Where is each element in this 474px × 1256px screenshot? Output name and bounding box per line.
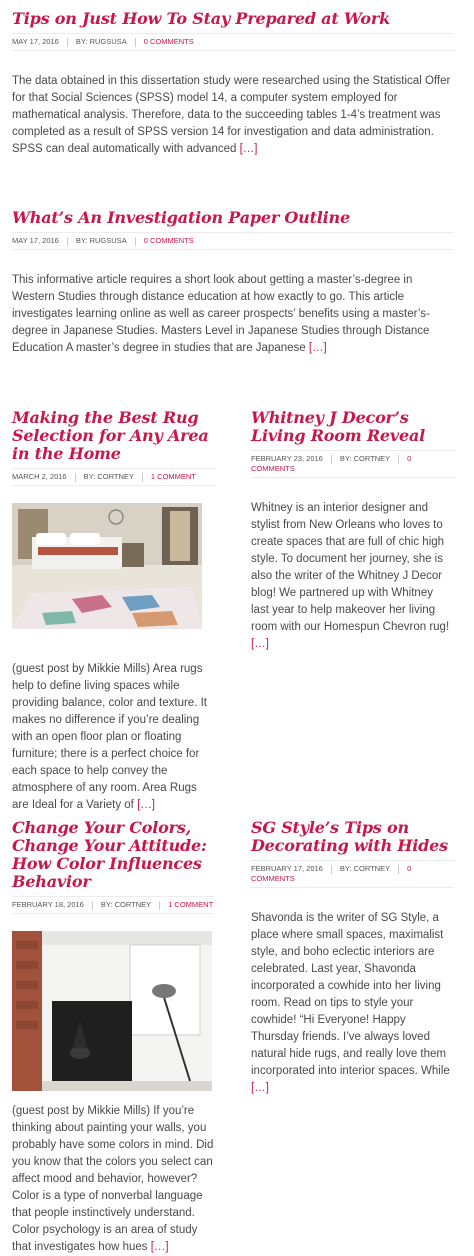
post-comments-link[interactable]: 0 COMMENTS — [251, 864, 412, 883]
post-excerpt — [12, 272, 454, 357]
meta-divider — [159, 901, 160, 910]
meta-divider — [135, 237, 136, 246]
post-2 — [12, 209, 454, 357]
post-1 — [12, 10, 454, 158]
post-3 — [12, 409, 214, 814]
post-meta — [251, 450, 454, 478]
meta-divider — [331, 455, 332, 464]
post-comments-link[interactable]: 1 COMMENT — [150, 472, 196, 481]
post-comments-link[interactable]: 0 COMMENTS — [251, 454, 412, 473]
post-excerpt — [251, 500, 454, 653]
read-more-link[interactable]: […] — [251, 1082, 269, 1094]
meta-divider — [398, 865, 399, 874]
excerpt-text: This informative article requires a short look about getting a master’s-degree in Western Studies through distance education at how exactly to go. This article investigates learning online as well as career prospects’ benefits using a master’s-degree in Japanese Studies. Masters Level in Japanese Studies through Distance Education A master’s degree in studies that are Japanese — [12, 274, 430, 354]
excerpt-text: Whitney is an interior designer and stylist from New Orleans who loves to create spaces that are full of chic high style. To document her journey, she is also the writer of the Whitney J Decor blog! We partnered up with Whitney last year to help makeover her living room with our Homespun Chevron rug! — [251, 502, 450, 633]
post-title[interactable]: What’s An Investigation Paper Outline — [12, 208, 350, 227]
post-4 — [251, 409, 454, 653]
post-author[interactable]: BY: CORTNEY — [339, 454, 391, 463]
meta-divider — [67, 237, 68, 246]
post-date: MARCH 2, 2016 — [12, 472, 67, 481]
living-room-image[interactable] — [12, 931, 212, 1091]
post-date: FEBRUARY 23, 2016 — [251, 454, 323, 463]
read-more-link[interactable]: […] — [150, 1241, 169, 1253]
meta-divider — [135, 38, 136, 47]
post-author[interactable]: BY: CORTNEY — [339, 864, 391, 873]
post-excerpt — [12, 661, 214, 814]
post-meta — [251, 860, 454, 888]
bedroom-rug-image[interactable] — [12, 503, 202, 629]
post-date: FEBRUARY 18, 2016 — [12, 900, 84, 909]
excerpt-text: Shavonda is the writer of SG Style, a place where small spaces, maximalist style, and boho eclectic interiors are celebrated. Last year, Shavonda incorporated a cowhide into her living room. Read on tips to style your cowhide! “Hi Everyone! Happy Thursday friends. I’ve always loved natural hide rugs, and really love them incorporated into interior spaces. While — [251, 912, 450, 1077]
post-meta — [12, 33, 454, 51]
meta-divider — [331, 865, 332, 874]
post-author[interactable]: BY: CORTNEY — [100, 900, 152, 909]
post-title[interactable]: Change Your Colors, Change Your Attitude: How Color Influences Behavior — [12, 818, 207, 891]
post-excerpt — [251, 910, 454, 1097]
read-more-link[interactable]: […] — [239, 143, 258, 155]
post-comments-link[interactable]: 0 COMMENTS — [143, 37, 194, 46]
post-date: MAY 17, 2016 — [12, 236, 59, 245]
post-title[interactable]: Whitney J Decor’s Living Room Reveal — [251, 408, 426, 445]
post-date: FEBRUARY 17, 2016 — [251, 864, 323, 873]
read-more-link[interactable]: […] — [308, 342, 327, 354]
meta-divider — [92, 901, 93, 910]
meta-divider — [75, 473, 76, 482]
excerpt-text: (guest post by Mikkie Mills) If you’re thinking about painting your walls, you probably have some colors in mind. Did you know that the colors you select can affect mood and behavior, however? Color is a type of nonverbal language that people instinctively understand. Color psychology is an area of study that investigates how hues — [12, 1105, 214, 1253]
excerpt-text: The data obtained in this dissertation study were researched using the Statistical Offer for that Social Sciences (SPSS) model 14, a computer system employed for mathematical analysis. Therefore, data to the succeeding tables 1-4’s treatment was completed as a result of SPSS version 14 for investigation and data administration. SPSS can deal automatically with advanced — [12, 75, 451, 155]
post-author[interactable]: BY: RUGSUSA — [75, 236, 127, 245]
post-title[interactable]: Tips on Just How To Stay Prepared at Work — [12, 9, 390, 28]
post-title[interactable]: Making the Best Rug Selection for Any Area in the Home — [12, 408, 209, 463]
post-6 — [251, 819, 454, 1097]
post-meta — [12, 468, 214, 486]
meta-divider — [398, 455, 399, 464]
meta-divider — [67, 38, 68, 47]
post-author[interactable]: BY: CORTNEY — [83, 472, 134, 481]
post-comments-link[interactable]: 0 COMMENTS — [143, 236, 194, 245]
post-author[interactable]: BY: RUGSUSA — [75, 37, 127, 46]
post-title[interactable]: SG Style’s Tips on Decorating with Hides — [251, 818, 448, 855]
post-date: MAY 17, 2016 — [12, 37, 59, 46]
post-meta — [12, 896, 214, 914]
meta-divider — [142, 473, 143, 482]
excerpt-text: (guest post by Mikkie Mills) Area rugs help to define living spaces while providing balance, color and texture. It makes no difference if you’re dealing with an open floor plan or floating furniture; there is a perfect choice for each space to help convey the atmosphere of any room. Area Rugs are Ideal for a Variety of — [12, 663, 207, 811]
post-excerpt — [12, 73, 454, 158]
read-more-link[interactable]: […] — [137, 799, 155, 811]
post-excerpt — [12, 1103, 214, 1256]
post-comments-link[interactable]: 1 COMMENT — [168, 900, 214, 909]
post-meta — [12, 232, 454, 250]
read-more-link[interactable]: […] — [251, 638, 269, 650]
post-5 — [12, 819, 214, 1256]
